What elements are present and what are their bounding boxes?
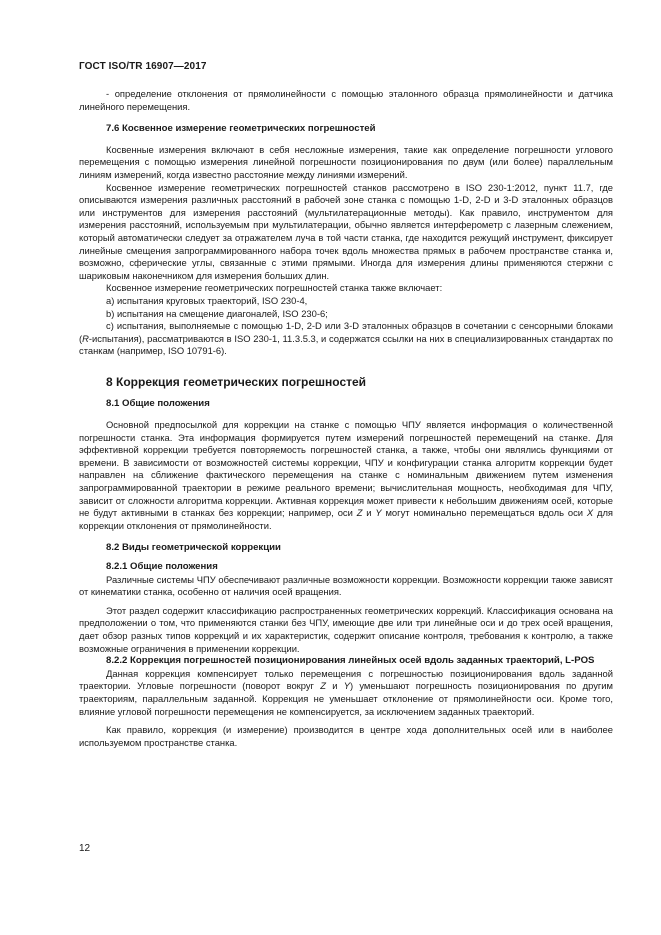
paragraph	[79, 668, 613, 718]
section-8-1-heading: 8.1 Общие положения	[106, 398, 210, 410]
section-8-2-2-heading: 8.2.2 Коррекция погрешностей позиционирования линейных осей вдоль заданных траекторий, L-POS	[106, 655, 595, 667]
paragraph: Косвенное измерение геометрических погрешностей станков рассмотрено в ISO 230-1:2012, пункт 11.7, где описываются измерения различных расстояний в рабочей зоне станка с помощью 1-D, 2-D и 3-D эталонных образцов или инструментов для измерения расстояний (мультилатерационные методы). Как правило, инструментом для измерения расстояний, используемым при мультилатерации, обычно является интерферометр с лазерным слежением, который автоматически следует за отражателем луча в той части станка, где находится режущий инструмент, фиксирует линейные смещения запрограммированного набора точек вдоль множества прямых в рабочем пространстве станка и, возможно, сферические углы, связанные с этими прямыми. Иногда для измерения длины применяются стержни с шариковым наконечником для измерения больших длин.	[79, 181, 613, 281]
list-item-c	[79, 320, 613, 358]
italic-run: R	[82, 332, 89, 344]
page-number: 12	[79, 843, 91, 854]
text-run: Основной предпосылкой для коррекции на станке с помощью ЧПУ является информация о количественной погрешности станка. Эта информация формируется путем измерений погрешностей перемещений на станке. Для эффективной коррекции требуется повторяемость погрешностей станка, а также, чтобы они являлись функциями от времени. В зависимости от возможностей системы коррекции, ЧПУ и конфигурации станка алгоритм коррекции будет направлен на сближение фактического перемещения на станке с номинальным движением путем изменения запрограммированной траектории в режиме реального времени; вычислительная мощность, необходимая для ЧПУ, зависит от сложности алгоритма коррекции. Активная коррекция может привести к небольшим движениям осей, которые не будут активными в станках без коррекции; например, оси	[79, 419, 613, 519]
paragraph: Как правило, коррекция (и измерение) производится в центре хода дополнительных осей или в наиболее используемом пространстве станка.	[79, 724, 613, 748]
text-run: и	[362, 507, 376, 519]
text-run: Данная коррекция компенсирует только перемещения с погрешностью позиционирования вдоль заданной траектории. Угловые погрешности (поворот вокруг	[79, 667, 613, 692]
italic-run: Y	[343, 680, 350, 692]
italic-run: Z	[320, 680, 326, 692]
paragraph: Различные системы ЧПУ обеспечивают различные возможности коррекции. Возможности коррекции также зависят от кинематики станка, особенно от наличия осей вращения.	[79, 573, 613, 598]
document-body	[79, 88, 613, 749]
section-8-2-heading: 8.2 Виды геометрической коррекции	[106, 542, 281, 554]
text-run: могут номинально перемещаться вдоль оси	[381, 507, 587, 519]
list-item-a: a) испытания круговых траекторий, ISO 230-4,	[106, 294, 308, 306]
text-run: ) уменьшают погрешность позиционирования по другим траекториям, параллельным заданной. Коррекция не уменьшает отклонение от прямолинейности оси. Кроме того, влияние угловой погрешности перемещения не компенсируется, за исключением заданных траекторий.	[79, 680, 613, 717]
paragraph	[79, 419, 613, 532]
section-8-2-1-heading: 8.2.1 Общие положения	[106, 561, 218, 572]
text-run: для коррекции отклонения от прямолинейности.	[79, 507, 614, 531]
document-header: ГОСТ ISO/TR 16907—2017	[79, 61, 207, 72]
paragraph: Этот раздел содержит классификацию распространенных геометрических коррекций. Классификация основана на предположении о том, что применяются станки без ЧПУ, имеющие две или три линейные оси и до трех осей вращения, дает обзор разных типов коррекций и их характеристик, содержит описание контроля, требования к контролю, а также возможные ограничения в применении коррекции.	[79, 604, 613, 654]
text-run: и	[325, 680, 344, 692]
list-item-b: b) испытания на смещение диагоналей, ISO 230-6;	[106, 307, 328, 319]
paragraph: Косвенные измерения включают в себя несложные измерения, такие как определение погрешности углового перемещения с помощью измерения линейной погрешности позиционирования по двум (или более) параллельным линиям измерений, когда известно расстояние между линиями измерений.	[79, 143, 613, 180]
italic-run: Y	[375, 507, 382, 519]
text-run: c) испытания, выполняемые с помощью 1-D, 2-D или 3-D эталонных образцов в сочетании с сенсорными блоками (	[79, 320, 613, 344]
intro-paragraph: - определение отклонения от прямолинейности с помощью эталонного образца прямолинейности и датчика линейного перемещения.	[79, 88, 613, 112]
section-7-6-heading: 7.6 Косвенное измерение геометрических погрешностей	[106, 123, 376, 135]
text-run: -испытания), рассматриваются в ISO 230-1, 11.3.5.3, и содержатся ссылки на них в специализированных стандартах по станкам (например, ISO 10791-6).	[79, 332, 613, 357]
section-8-heading: 8 Коррекция геометрических погрешностей	[106, 374, 367, 389]
italic-run: X	[586, 507, 594, 519]
paragraph: Косвенное измерение геометрических погрешностей станка также включает:	[106, 282, 443, 294]
italic-run: Z	[356, 507, 363, 519]
